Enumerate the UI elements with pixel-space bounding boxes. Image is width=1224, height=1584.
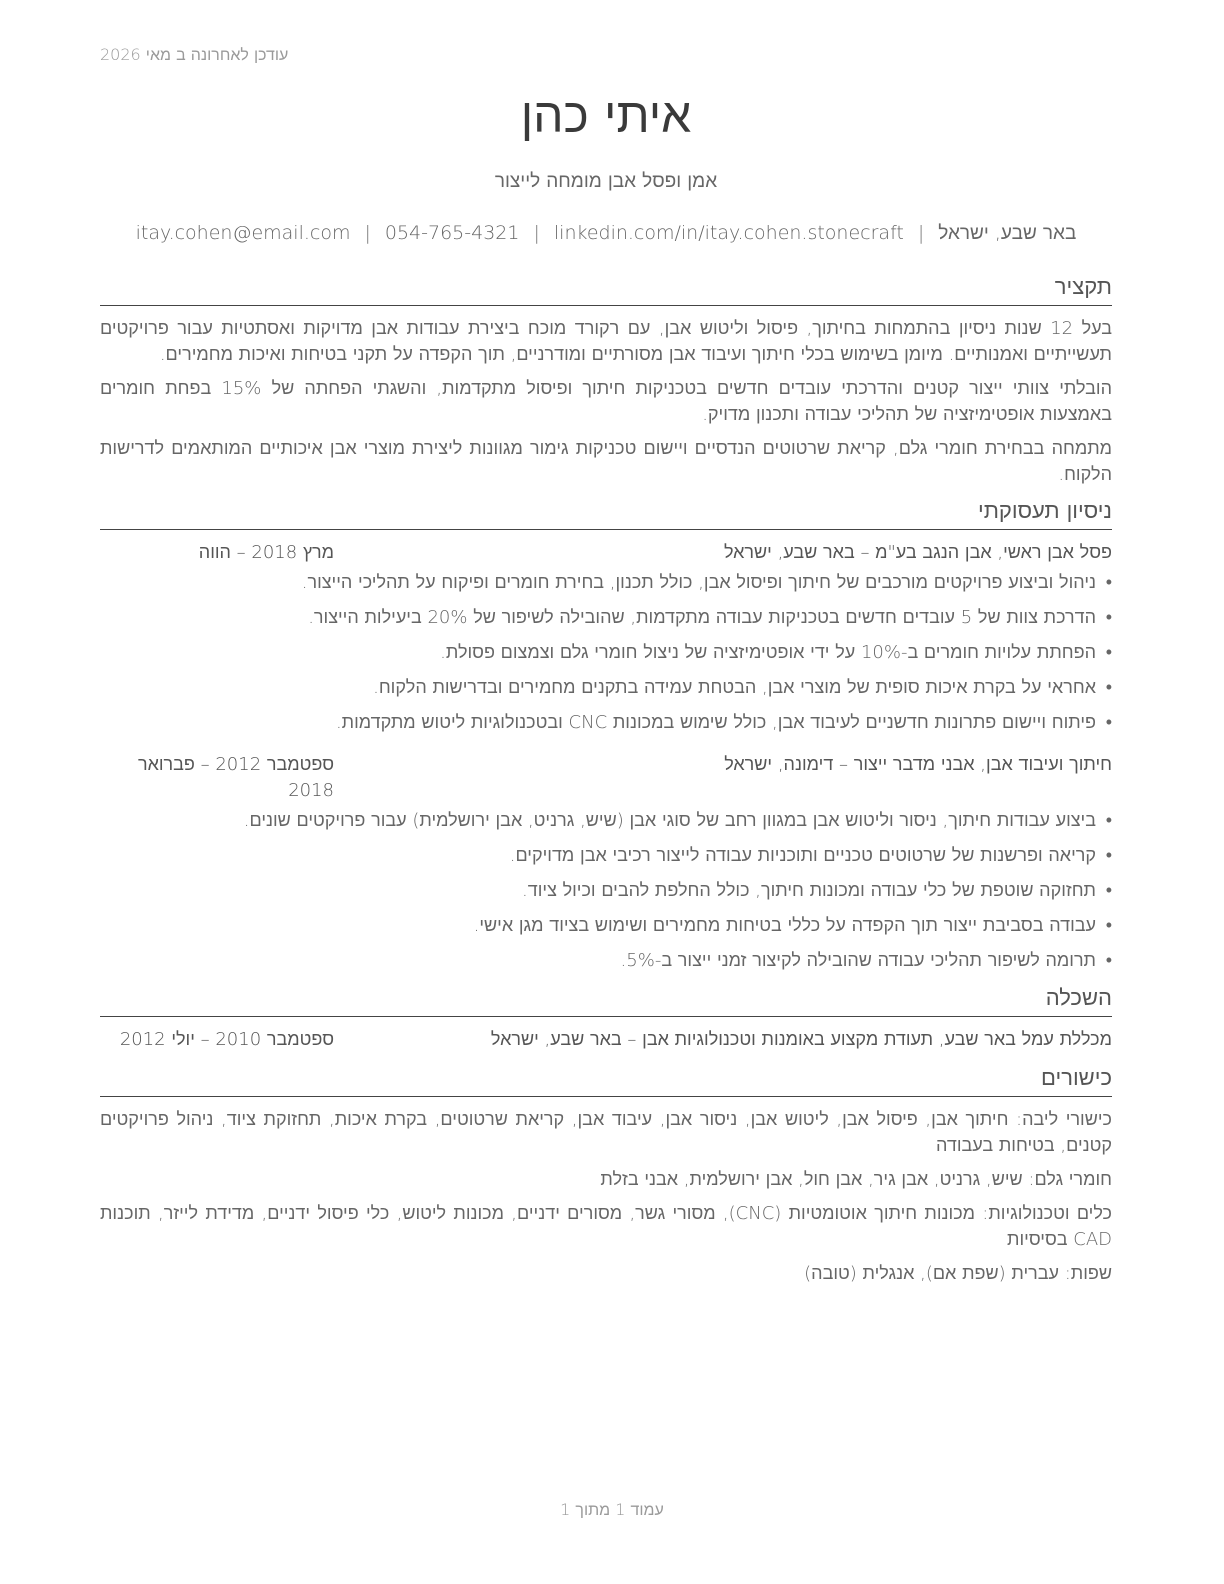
list-item: • ניהול וביצוע פרויקטים מורכבים של חיתוך ופיסול אבן, כולל תכנון, בחירת חומרים ופיקוח על תהליכי הייצור. <box>100 570 1112 596</box>
experience-title: ניסיון תעסוקתי <box>100 496 1112 530</box>
job-title: פסל אבן ראשי, אבן הנגב בע"מ – באר שבע, ישראל <box>723 542 1112 563</box>
contact-phone: 054-765-4321 <box>384 222 520 244</box>
contact-line <box>100 222 1112 245</box>
list-item: • ביצוע עבודות חיתוך, ניסור וליטוש אבן במגוון רחב של סוגי אבן (שיש, גרניט, אבן ירושלמית) עבור פרויקטים שונים. <box>100 808 1112 834</box>
job-dates: מרץ 2018 – הווה <box>198 542 334 563</box>
summary-paragraph: הובלתי צוותי ייצור קטנים והדרכתי עובדים חדשים בטכניקות חיתוך ופיסול מתקדמות, והשגתי הפחתה של 15% בפחת חומרים באמצעות אופטימיזציה של תהליכי עבודה ותכנון מדויק. <box>100 378 1112 425</box>
person-name: איתי כהן <box>520 88 692 144</box>
summary-paragraph: בעל 12 שנות ניסיון בהתמחות בחיתוך, פיסול וליטוש אבן, עם רקורד מוכח ביצירת עבודות אבן מדויקות ואסתטיות עבור פרויקטים תעשייתיים ואמנותיים. מיומן בשימוש בכלי חיתוך ועיבוד אבן מסורתיים ומודרניים, תוך הקפדה על תקני בטיחות ואיכות מחמירים. <box>100 318 1112 365</box>
contact-email[interactable]: itay.cohen@email.com <box>135 222 351 244</box>
contact-linkedin[interactable]: linkedin.com/in/itay.cohen.stonecraft <box>553 222 904 244</box>
list-item: • תרומה לשיפור תהליכי עבודה שהובילה לקיצור זמני ייצור ב-5%. <box>100 948 1112 974</box>
job-dates: ספטמבר 2012 – פברואר 2018 <box>137 754 334 801</box>
education-text: מכללת עמל באר שבע, תעודת מקצוע באומנות וטכנולוגיות אבן – באר שבע, ישראל <box>490 1029 1112 1050</box>
separator: | <box>917 222 925 244</box>
skill-line: שפות: עברית (שפת אם), אנגלית (טובה) <box>804 1263 1112 1284</box>
job-bullets <box>100 570 1112 736</box>
job-header <box>100 752 1112 804</box>
list-item: • פיתוח ויישום פתרונות חדשניים לעיבוד אבן, כולל שימוש במכונות CNC ובטכנולוגיות ליטוש מתקדמות. <box>100 710 1112 736</box>
list-item: • קריאה ופרשנות של שרטוטים טכניים ותוכניות עבודה לייצור רכיבי אבן מדויקים. <box>100 843 1112 869</box>
list-item: • הפחתת עלויות חומרים ב-10% על ידי אופטימיזציה של ניצול חומרי גלם וצמצום פסולת. <box>100 640 1112 666</box>
page-number: עמוד 1 מתוך 1 <box>560 1500 664 1519</box>
list-item: • הדרכת צוות של 5 עובדים חדשים בטכניקות עבודה מתקדמות, שהובילה לשיפור של 20% ביעילות הייצור. <box>100 605 1112 631</box>
contact-location: באר שבע, ישראל <box>938 222 1077 244</box>
last-updated: עודכן לאחרונה ב מאי 2026 <box>100 45 289 64</box>
list-item: • תחזוקה שוטפת של כלי עבודה ומכונות חיתוך, כולל החלפת להבים וכיול ציוד. <box>100 878 1112 904</box>
skills-title: כישורים <box>100 1063 1112 1097</box>
list-item: • אחראי על בקרת איכות סופית של מוצרי אבן, הבטחת עמידה בתקנים מחמירים ובדרישות הלקוח. <box>100 675 1112 701</box>
summary-paragraph: מתמחה בבחירת חומרי גלם, קריאת שרטוטים הנדסיים ויישום טכניקות גימור מגוונות ליצירת מוצרי אבן איכותיים המותאמים לדרישות הלקוח. <box>100 438 1112 485</box>
skill-line: כישורי ליבה: חיתוך אבן, פיסול אבן, ליטוש אבן, ניסור אבן, עיבוד אבן, קריאת שרטוטים, בקרת איכות, תחזוקת ציוד, ניהול פרויקטים קטנים, בטיחות בעבודה <box>100 1109 1112 1156</box>
separator: | <box>533 222 540 244</box>
skill-line: כלים וטכנולוגיות: מכונות חיתוך אוטומטיות (CNC), מסורי גשר, מסורים ידניים, מכונות ליטוש, כלי פיסול ידניים, מדידת לייזר, תוכנות CAD בסיסיות <box>100 1203 1112 1250</box>
education-title: השכלה <box>100 983 1112 1017</box>
education-dates: ספטמבר 2010 – יולי 2012 <box>119 1029 334 1050</box>
list-item: • עבודה בסביבת ייצור תוך הקפדה על כללי בטיחות מחמירים ושימוש בציוד מגן אישי. <box>100 913 1112 939</box>
job-title: חיתוך ועיבוד אבן, אבני מדבר ייצור – דימונה, ישראל <box>724 754 1112 775</box>
skill-line: חומרי גלם: שיש, גרניט, אבן גיר, אבן חול, אבן ירושלמית, אבני בזלת <box>600 1169 1112 1190</box>
education-entry <box>100 1027 1112 1053</box>
resume-content <box>100 272 1112 1295</box>
separator: | <box>364 222 371 244</box>
job-subtitle: אמן ופסל אבן מומחה לייצור <box>494 170 718 192</box>
job-bullets <box>100 808 1112 974</box>
summary-title: תקציר <box>100 272 1112 306</box>
job-header <box>100 540 1112 566</box>
